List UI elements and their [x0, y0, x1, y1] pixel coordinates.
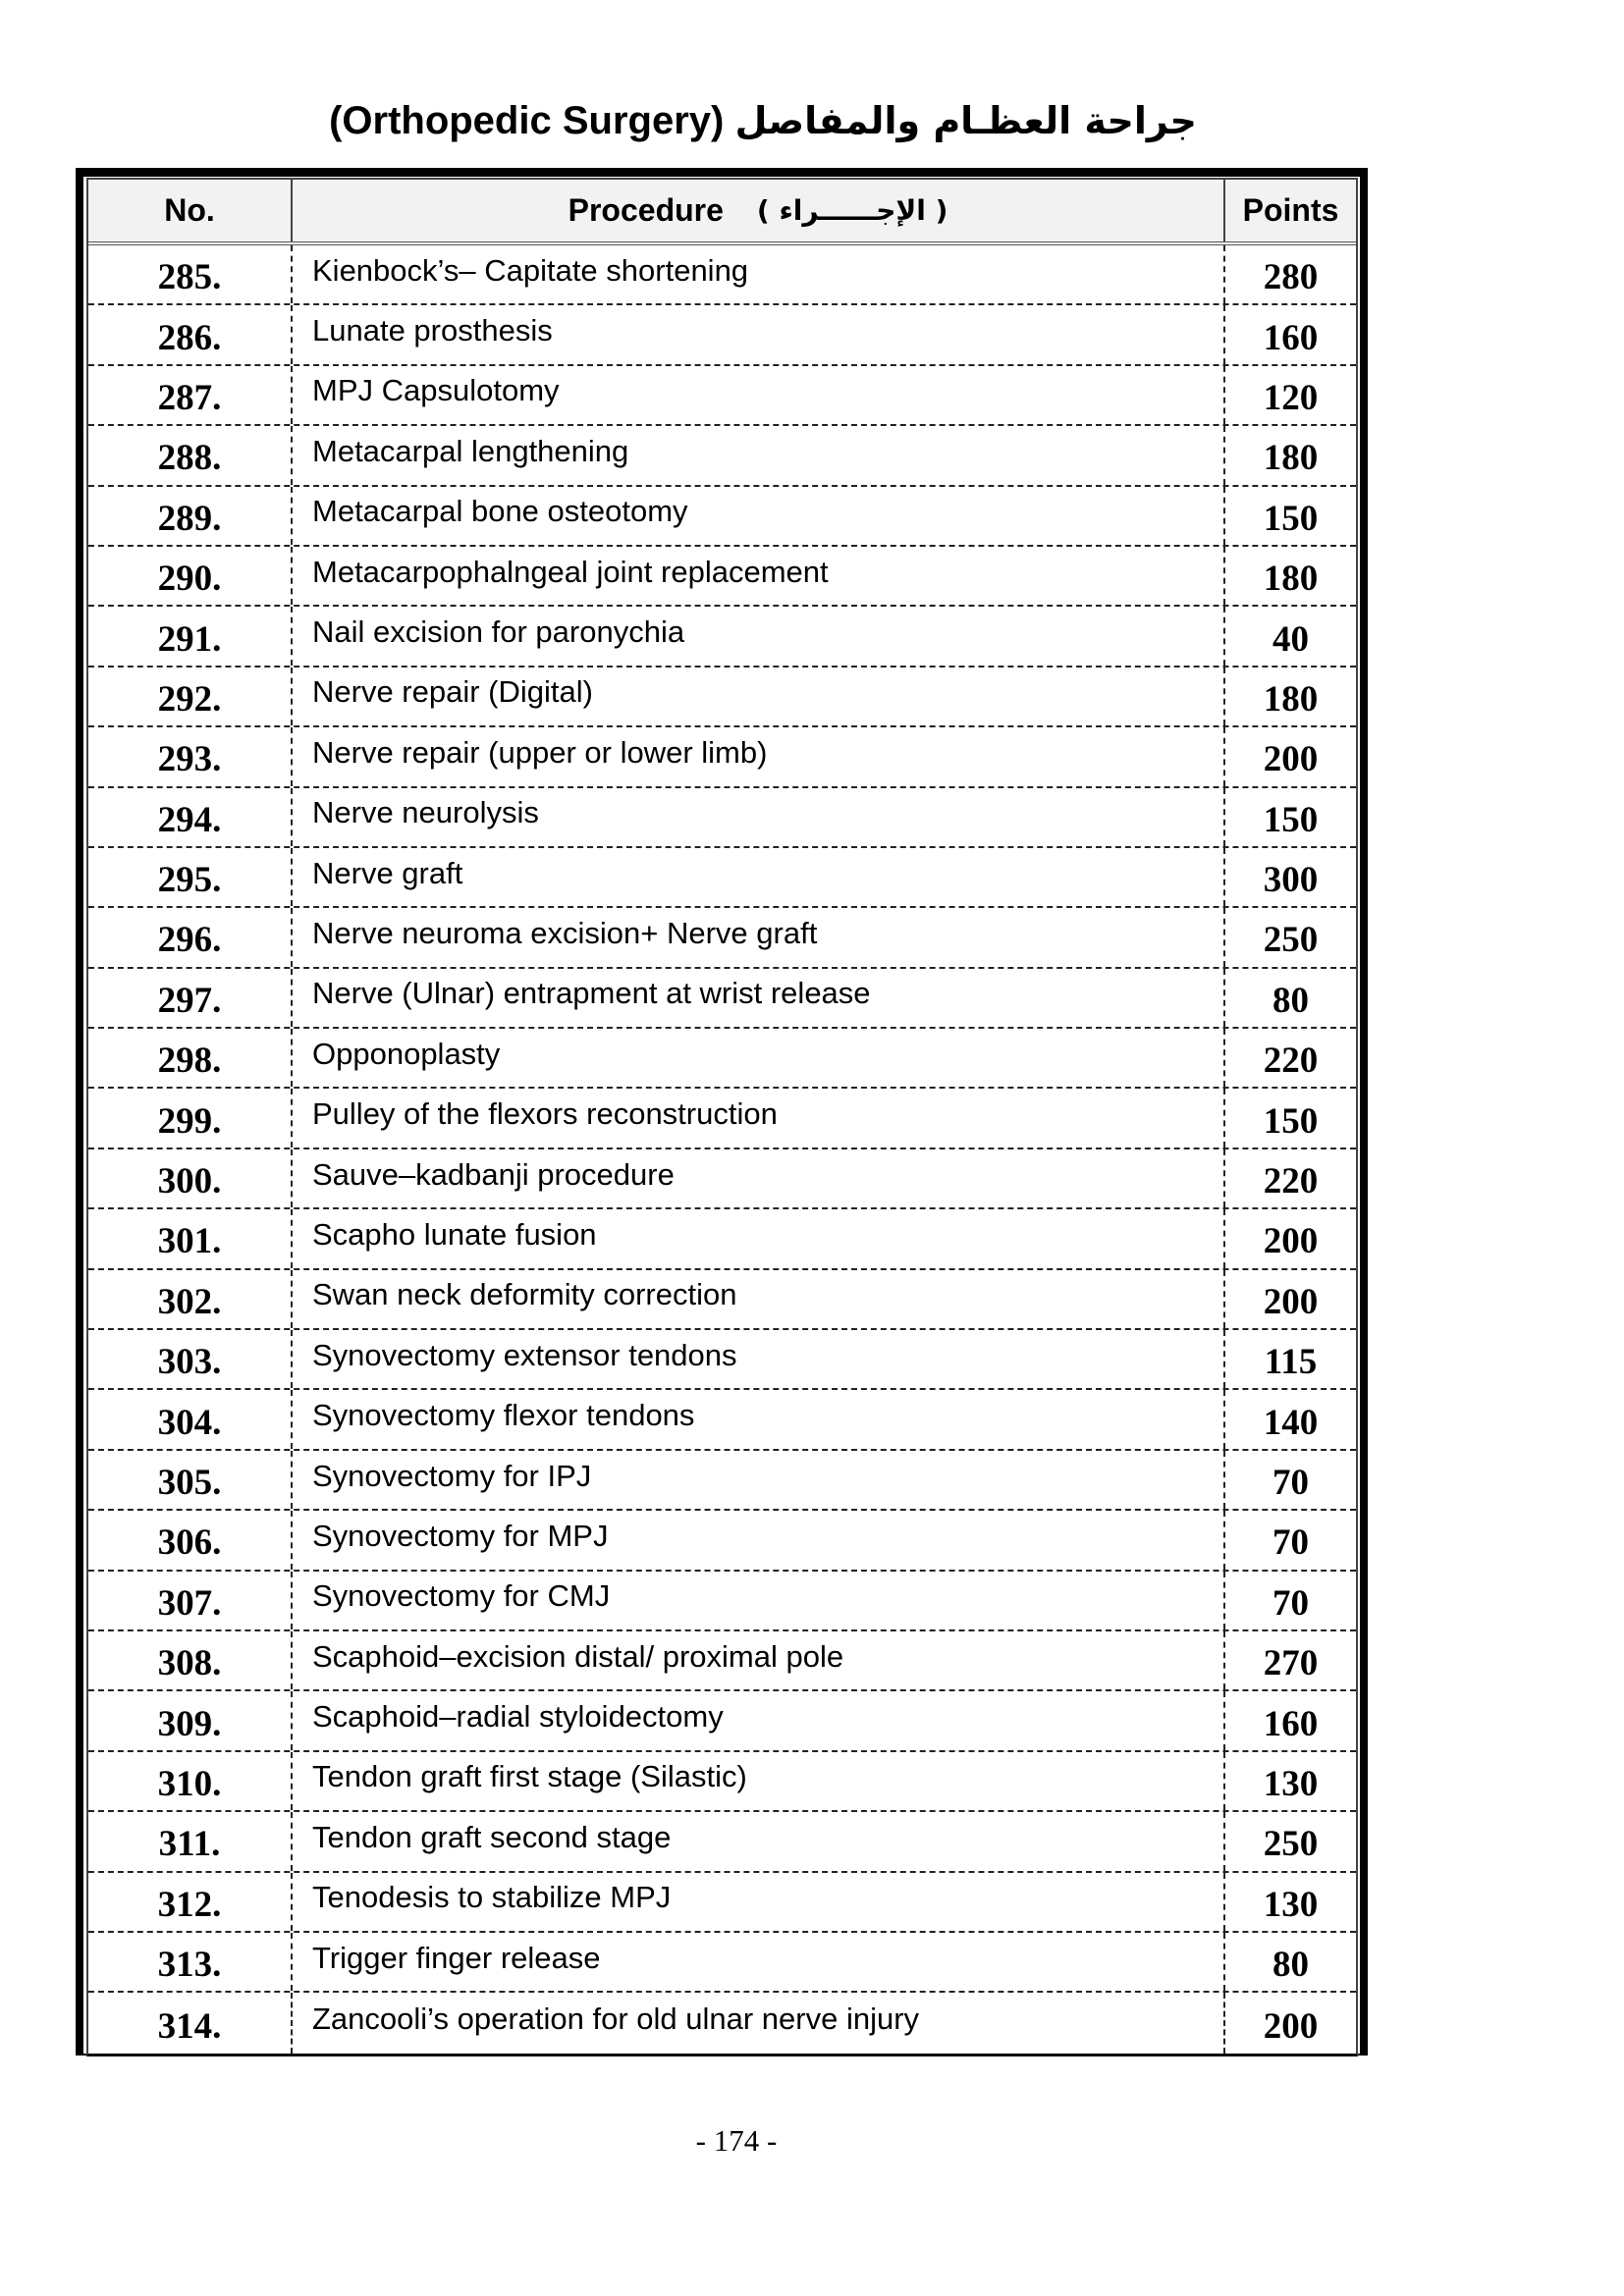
- header-procedure-label: Procedure: [568, 192, 724, 228]
- procedure-name: Synovectomy for MPJ: [312, 1518, 609, 1553]
- header-points-label: Points: [1242, 192, 1339, 228]
- table-row: [88, 667, 1356, 727]
- procedure-name: Synovectomy extensor tendons: [312, 1337, 737, 1372]
- cell-procedure: [293, 426, 1225, 484]
- cell-points: [1225, 1209, 1356, 1267]
- cell-procedure: [293, 848, 1225, 906]
- cell-no: [88, 1451, 293, 1509]
- procedure-points: 70: [1272, 1522, 1309, 1564]
- cell-no: [88, 1933, 293, 1991]
- procedure-number: 301.: [157, 1221, 222, 1262]
- cell-procedure: [293, 487, 1225, 545]
- cell-points: [1225, 667, 1356, 725]
- procedure-points: 120: [1263, 377, 1319, 418]
- procedure-points: 130: [1263, 1884, 1319, 1925]
- procedure-points: 270: [1263, 1643, 1319, 1684]
- procedure-points: 280: [1263, 257, 1319, 298]
- table-row: [88, 1029, 1356, 1089]
- cell-no: [88, 908, 293, 966]
- cell-no: [88, 426, 293, 484]
- cell-procedure: [293, 1209, 1225, 1267]
- cell-points: [1225, 1330, 1356, 1388]
- cell-points: [1225, 969, 1356, 1027]
- procedure-number: 299.: [157, 1100, 222, 1142]
- cell-no: [88, 366, 293, 424]
- cell-points: [1225, 1631, 1356, 1689]
- procedure-number: 295.: [157, 860, 222, 901]
- cell-points: [1225, 727, 1356, 785]
- procedure-points: 200: [1263, 1281, 1319, 1322]
- cell-no: [88, 1873, 293, 1931]
- cell-no: [88, 1029, 293, 1087]
- procedure-points: 150: [1263, 1100, 1319, 1142]
- table-row: [88, 1873, 1356, 1933]
- procedure-name: Sauve–kadbanji procedure: [312, 1156, 675, 1192]
- procedure-number: 290.: [157, 559, 222, 600]
- procedure-number: 289.: [157, 498, 222, 539]
- cell-procedure: [293, 1270, 1225, 1328]
- procedure-points: 130: [1263, 1763, 1319, 1804]
- procedure-points: 180: [1263, 678, 1319, 720]
- header-cell-procedure: [293, 180, 1225, 241]
- cell-procedure: [293, 1451, 1225, 1509]
- cell-procedure: [293, 727, 1225, 785]
- procedure-number: 307.: [157, 1582, 222, 1624]
- cell-procedure: [293, 1029, 1225, 1087]
- cell-procedure: [293, 1149, 1225, 1207]
- procedure-name: Tendon graft first stage (Silastic): [312, 1759, 747, 1794]
- procedure-points: 180: [1263, 559, 1319, 600]
- cell-no: [88, 1752, 293, 1810]
- procedure-name: Tenodesis to stabilize MPJ: [312, 1880, 672, 1915]
- cell-no: [88, 547, 293, 605]
- procedure-points: 200: [1263, 739, 1319, 780]
- table-row: [88, 1511, 1356, 1571]
- cell-points: [1225, 607, 1356, 665]
- cell-points: [1225, 1572, 1356, 1629]
- cell-procedure: [293, 1691, 1225, 1749]
- cell-no: [88, 1631, 293, 1689]
- table-row: [88, 1933, 1356, 1993]
- procedure-name: Nerve (Ulnar) entrapment at wrist release: [312, 976, 871, 1011]
- cell-no: [88, 1511, 293, 1569]
- procedure-number: 300.: [157, 1161, 222, 1202]
- procedure-number: 314.: [157, 2005, 222, 2047]
- cell-no: [88, 487, 293, 545]
- cell-no: [88, 1330, 293, 1388]
- cell-no: [88, 245, 293, 303]
- procedure-name: Zancooli’s operation for old ulnar nerve injury: [312, 2002, 920, 2037]
- cell-procedure: [293, 607, 1225, 665]
- cell-procedure: [293, 1631, 1225, 1689]
- cell-procedure: [293, 547, 1225, 605]
- cell-no: [88, 667, 293, 725]
- cell-procedure: [293, 245, 1225, 303]
- procedure-number: 312.: [157, 1884, 222, 1925]
- cell-points: [1225, 1511, 1356, 1569]
- cell-points: [1225, 1873, 1356, 1931]
- table-row: [88, 1752, 1356, 1812]
- cell-no: [88, 305, 293, 363]
- cell-no: [88, 1993, 293, 2053]
- header-procedure-arabic-label: ( الإجــــــراء ): [756, 194, 948, 227]
- procedure-points: 140: [1263, 1402, 1319, 1443]
- procedure-number: 306.: [157, 1522, 222, 1564]
- procedure-points: 180: [1263, 438, 1319, 479]
- page-title: [0, 93, 1526, 148]
- cell-procedure: [293, 366, 1225, 424]
- cell-points: [1225, 245, 1356, 303]
- procedure-name: Opponoplasty: [312, 1036, 501, 1071]
- table-row: [88, 1691, 1356, 1751]
- cell-procedure: [293, 1993, 1225, 2053]
- cell-no: [88, 1390, 293, 1448]
- cell-no: [88, 1572, 293, 1629]
- header-cell-no: [88, 180, 293, 241]
- table-row: [88, 607, 1356, 667]
- procedure-number: 285.: [157, 257, 222, 298]
- procedure-name: Synovectomy flexor tendons: [312, 1398, 695, 1433]
- table-row: [88, 1451, 1356, 1511]
- cell-procedure: [293, 1089, 1225, 1147]
- procedure-points: 250: [1263, 1824, 1319, 1865]
- table-row: [88, 487, 1356, 547]
- procedure-number: 311.: [158, 1824, 221, 1865]
- procedure-points: 160: [1263, 1703, 1319, 1744]
- procedure-points: 250: [1263, 920, 1319, 961]
- cell-procedure: [293, 1330, 1225, 1388]
- table-row: [88, 1089, 1356, 1148]
- cell-points: [1225, 1270, 1356, 1328]
- cell-points: [1225, 487, 1356, 545]
- table-row: [88, 1812, 1356, 1872]
- table-row: [88, 1330, 1356, 1390]
- procedure-number: 296.: [157, 920, 222, 961]
- procedure-name: Scaphoid–radial styloidectomy: [312, 1699, 724, 1735]
- procedure-number: 288.: [157, 438, 222, 479]
- cell-no: [88, 1812, 293, 1870]
- procedure-name: Scaphoid–excision distal/ proximal pole: [312, 1638, 844, 1674]
- table-row: [88, 1993, 1356, 2053]
- cell-procedure: [293, 1752, 1225, 1810]
- procedure-number: 292.: [157, 678, 222, 720]
- procedure-name: Metacarpal lengthening: [312, 433, 629, 468]
- cell-no: [88, 1089, 293, 1147]
- cell-points: [1225, 1089, 1356, 1147]
- procedure-name: Kienbock’s– Capitate shortening: [312, 252, 749, 288]
- procedure-name: Nerve graft: [312, 855, 463, 890]
- table-row: [88, 1270, 1356, 1330]
- procedure-number: 303.: [157, 1342, 222, 1383]
- procedure-name: Nerve neurolysis: [312, 795, 539, 830]
- cell-points: [1225, 1691, 1356, 1749]
- procedure-name: Synovectomy for CMJ: [312, 1578, 611, 1614]
- procedure-number: 308.: [157, 1643, 222, 1684]
- cell-points: [1225, 1812, 1356, 1870]
- cell-points: [1225, 1390, 1356, 1448]
- header-no-label: No.: [164, 192, 215, 228]
- table-row: [88, 727, 1356, 787]
- procedure-number: 305.: [157, 1463, 222, 1503]
- table-body: [88, 245, 1356, 2054]
- procedure-points: 40: [1272, 618, 1309, 660]
- table-row: [88, 366, 1356, 426]
- cell-points: [1225, 426, 1356, 484]
- procedure-name: Metacarpophalngeal joint replacement: [312, 554, 829, 589]
- procedure-number: 298.: [157, 1041, 222, 1082]
- procedure-name: Nerve repair (upper or lower limb): [312, 734, 768, 770]
- procedure-points: 160: [1263, 317, 1319, 358]
- procedure-points: 80: [1272, 980, 1309, 1021]
- cell-procedure: [293, 908, 1225, 966]
- cell-no: [88, 969, 293, 1027]
- procedure-points: 220: [1263, 1161, 1319, 1202]
- cell-no: [88, 788, 293, 846]
- procedure-points: 70: [1272, 1463, 1309, 1503]
- procedure-number: 293.: [157, 739, 222, 780]
- table-row: [88, 547, 1356, 607]
- table-row: [88, 1149, 1356, 1209]
- cell-procedure: [293, 969, 1225, 1027]
- table-row: [88, 848, 1356, 908]
- procedure-name: Nail excision for paronychia: [312, 614, 685, 650]
- procedure-points: 200: [1263, 1221, 1319, 1262]
- procedure-number: 304.: [157, 1402, 222, 1443]
- table-row: [88, 245, 1356, 305]
- procedure-name: Nerve repair (Digital): [312, 674, 593, 710]
- table-row: [88, 1572, 1356, 1631]
- header-cell-points: [1225, 180, 1356, 241]
- procedure-number: 287.: [157, 377, 222, 418]
- procedure-points: 80: [1272, 1945, 1309, 1986]
- table-row: [88, 305, 1356, 365]
- cell-points: [1225, 848, 1356, 906]
- cell-procedure: [293, 1933, 1225, 1991]
- procedure-number: 297.: [157, 980, 222, 1021]
- cell-no: [88, 727, 293, 785]
- table-row: [88, 788, 1356, 848]
- table-row: [88, 1209, 1356, 1269]
- procedure-number: 291.: [157, 618, 222, 660]
- page-title-english: (Orthopedic Surgery): [329, 98, 725, 142]
- cell-no: [88, 607, 293, 665]
- procedure-points: 70: [1272, 1582, 1309, 1624]
- cell-points: [1225, 1149, 1356, 1207]
- procedure-number: 286.: [157, 317, 222, 358]
- procedure-number: 302.: [157, 1281, 222, 1322]
- cell-procedure: [293, 1812, 1225, 1870]
- table-row: [88, 1390, 1356, 1450]
- procedure-number: 310.: [157, 1763, 222, 1804]
- procedure-name: Scapho lunate fusion: [312, 1216, 597, 1252]
- table-row: [88, 1631, 1356, 1691]
- cell-procedure: [293, 1873, 1225, 1931]
- procedure-points: 115: [1264, 1342, 1318, 1383]
- cell-no: [88, 1270, 293, 1328]
- procedure-name: Lunate prosthesis: [312, 313, 553, 348]
- procedure-points: 220: [1263, 1041, 1319, 1082]
- cell-points: [1225, 908, 1356, 966]
- cell-procedure: [293, 1572, 1225, 1629]
- procedure-name: Swan neck deformity correction: [312, 1277, 737, 1312]
- cell-procedure: [293, 305, 1225, 363]
- cell-points: [1225, 1451, 1356, 1509]
- cell-points: [1225, 1933, 1356, 1991]
- table-row: [88, 426, 1356, 486]
- procedure-name: Synovectomy for IPJ: [312, 1458, 592, 1493]
- page-title-arabic: جراحة العظـام والمفاصل: [734, 98, 1197, 142]
- procedure-points: 150: [1263, 799, 1319, 840]
- procedure-name: Tendon graft second stage: [312, 1819, 672, 1854]
- cell-points: [1225, 788, 1356, 846]
- procedures-table: [86, 178, 1358, 2056]
- procedure-points: 300: [1263, 860, 1319, 901]
- cell-procedure: [293, 1390, 1225, 1448]
- procedure-name: Metacarpal bone osteotomy: [312, 494, 688, 529]
- cell-no: [88, 1691, 293, 1749]
- cell-procedure: [293, 667, 1225, 725]
- procedure-points: 150: [1263, 498, 1319, 539]
- cell-points: [1225, 547, 1356, 605]
- cell-procedure: [293, 788, 1225, 846]
- cell-no: [88, 848, 293, 906]
- cell-points: [1225, 1752, 1356, 1810]
- procedure-number: 313.: [157, 1945, 222, 1986]
- page-number: - 174 -: [695, 2123, 778, 2158]
- procedure-name: Pulley of the flexors reconstruction: [312, 1096, 778, 1132]
- procedure-name: Nerve neuroma excision+ Nerve graft: [312, 915, 818, 950]
- cell-points: [1225, 305, 1356, 363]
- cell-procedure: [293, 1511, 1225, 1569]
- table-header-row: [88, 180, 1356, 245]
- procedure-name: MPJ Capsulotomy: [312, 373, 560, 408]
- table-row: [88, 908, 1356, 968]
- procedure-name: Trigger finger release: [312, 1940, 601, 1975]
- procedure-number: 309.: [157, 1703, 222, 1744]
- table-row: [88, 969, 1356, 1029]
- cell-no: [88, 1209, 293, 1267]
- cell-points: [1225, 1993, 1356, 2053]
- cell-points: [1225, 366, 1356, 424]
- cell-points: [1225, 1029, 1356, 1087]
- cell-no: [88, 1149, 293, 1207]
- procedure-number: 294.: [157, 799, 222, 840]
- procedure-points: 200: [1263, 2005, 1319, 2047]
